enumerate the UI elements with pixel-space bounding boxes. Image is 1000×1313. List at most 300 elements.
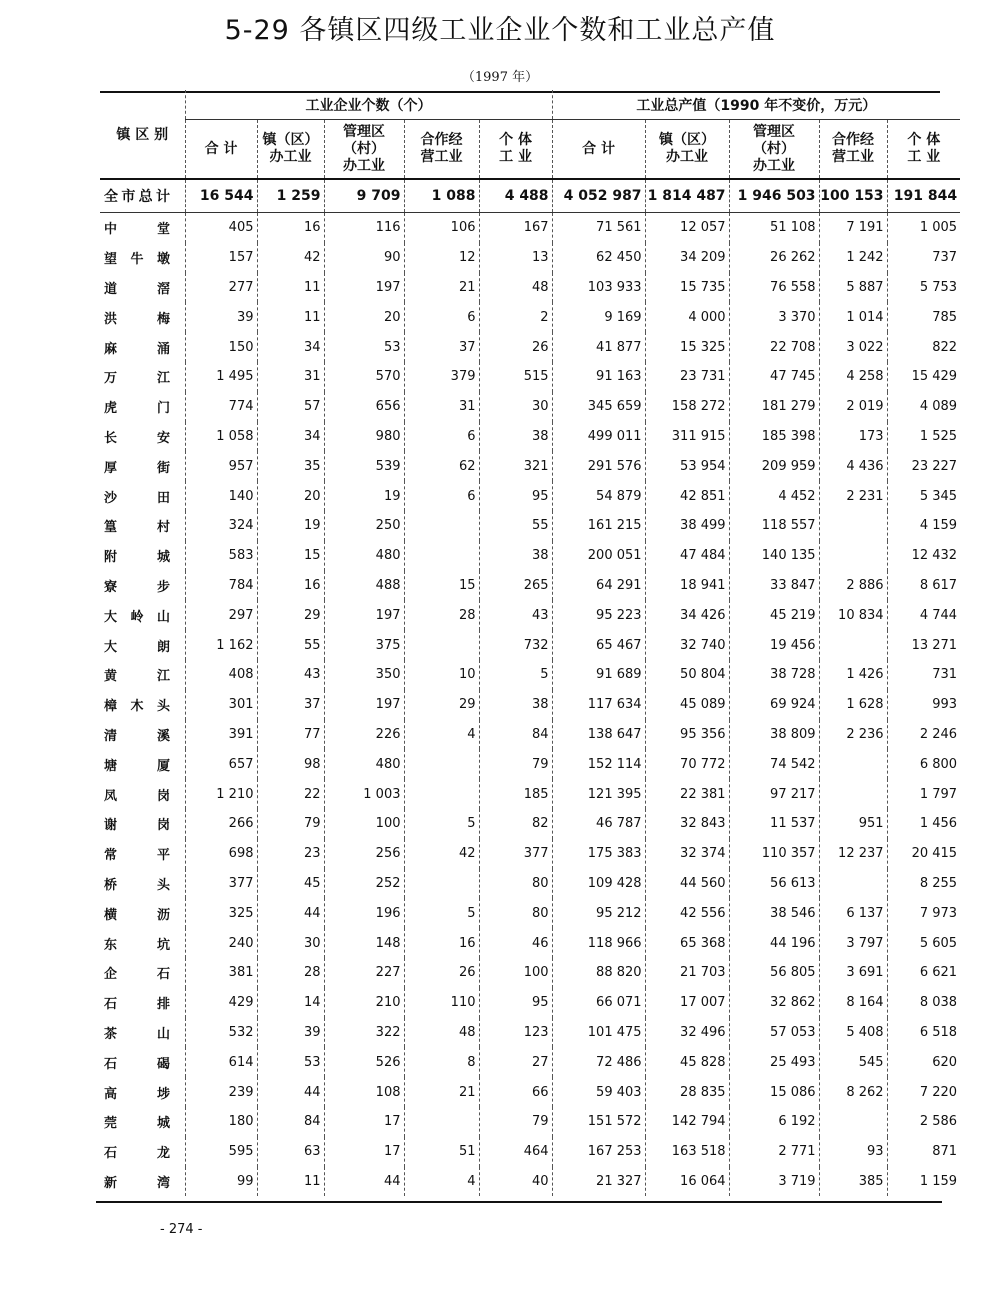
- value-cell: 167: [479, 213, 552, 243]
- value-cell: 240: [185, 928, 257, 958]
- table-row: [100, 1167, 960, 1197]
- value-cell: 210: [324, 988, 404, 1018]
- value-cell: 277: [185, 273, 257, 303]
- table-row: [100, 1047, 960, 1077]
- town-name-cell: [100, 898, 185, 928]
- value-cell: 301: [185, 690, 257, 720]
- value-cell: [404, 869, 479, 899]
- value-cell: 4 744: [919, 607, 958, 623]
- value-cell: 79: [479, 1107, 552, 1137]
- value-cell: 66: [479, 1077, 552, 1107]
- value-cell: 2 586: [919, 1114, 958, 1130]
- value-cell: 42: [404, 839, 479, 869]
- value-cell: 5: [479, 660, 552, 690]
- value-cell: 250: [324, 511, 404, 541]
- value-cell: 37: [404, 332, 479, 362]
- table-row: [100, 541, 960, 571]
- column-header-7: [645, 120, 729, 180]
- town-name: 篁村: [104, 520, 170, 536]
- value-cell: 40: [479, 1167, 552, 1197]
- value-cell: 583: [185, 541, 257, 571]
- town-name: 凤岗: [104, 788, 170, 804]
- value-cell: 44: [257, 1077, 324, 1107]
- column-header-line: 办工业: [343, 157, 385, 174]
- value-cell: 7 220: [919, 1084, 958, 1100]
- value-cell: 59 403: [552, 1077, 645, 1107]
- column-header-3: [324, 120, 404, 180]
- value-cell: 6 621: [919, 965, 958, 981]
- town-name: 大岭山: [104, 609, 170, 625]
- town-name-cell: [100, 720, 185, 750]
- town-name: 莞城: [104, 1116, 170, 1132]
- value-cell: 21: [404, 273, 479, 303]
- value-cell: 29: [257, 600, 324, 630]
- value-cell: 42 556: [645, 898, 729, 928]
- value-cell: 3 719: [729, 1167, 819, 1197]
- value-cell: 11 537: [729, 809, 819, 839]
- value-cell: [404, 749, 479, 779]
- value-cell: 8 255: [919, 875, 958, 891]
- value-cell: 56 613: [729, 869, 819, 899]
- value-cell: 4 436: [819, 451, 887, 481]
- value-cell: 71 561: [552, 213, 645, 243]
- town-name-cell: [100, 1047, 185, 1077]
- table-row: [100, 571, 960, 601]
- value-cell: 6: [404, 422, 479, 452]
- value-cell: 15 735: [645, 273, 729, 303]
- value-cell: 265: [479, 571, 552, 601]
- value-cell: 1 946 503: [729, 179, 819, 213]
- value-cell: 2 771: [729, 1137, 819, 1167]
- town-name-cell: [100, 779, 185, 809]
- value-cell: 82: [479, 809, 552, 839]
- table-row: [100, 839, 960, 869]
- value-cell: 7 973: [919, 905, 958, 921]
- table-row: [100, 302, 960, 332]
- value-cell: 226: [324, 720, 404, 750]
- town-name-cell: [100, 839, 185, 869]
- output-value-group-header: 工业总产值（1990 年不变价，万元）: [552, 90, 960, 120]
- value-cell: 15 325: [645, 332, 729, 362]
- value-cell: 15 429: [911, 369, 958, 385]
- value-cell: 161 215: [552, 511, 645, 541]
- value-cell: 227: [324, 958, 404, 988]
- value-cell: 175 383: [552, 839, 645, 869]
- value-cell: 951: [819, 809, 887, 839]
- value-cell: 158 272: [645, 392, 729, 422]
- town-name: 谢岗: [104, 818, 170, 834]
- value-cell: 101 475: [552, 1018, 645, 1048]
- town-name: 樟木头: [104, 699, 170, 715]
- value-cell: 44 560: [645, 869, 729, 899]
- table-row: [100, 243, 960, 273]
- value-cell: 239: [185, 1077, 257, 1107]
- value-cell: 10: [404, 660, 479, 690]
- column-header-line: 合作经: [832, 132, 875, 148]
- value-cell: 381: [185, 958, 257, 988]
- value-cell: 77: [257, 720, 324, 750]
- value-cell: 30: [479, 392, 552, 422]
- column-header-6: [552, 120, 645, 180]
- value-cell: 32 843: [645, 809, 729, 839]
- value-cell: 595: [185, 1137, 257, 1167]
- value-cell: 91 689: [552, 660, 645, 690]
- value-cell: 252: [324, 869, 404, 899]
- value-cell: 11: [257, 302, 324, 332]
- value-cell: 47 745: [729, 362, 819, 392]
- value-cell: 545: [819, 1047, 887, 1077]
- town-name: 石碣: [104, 1056, 170, 1072]
- value-cell: 38: [479, 690, 552, 720]
- town-name-cell: [100, 630, 185, 660]
- value-cell: 12 237: [819, 839, 887, 869]
- town-name-cell: [100, 600, 185, 630]
- value-cell: 13 271: [911, 637, 958, 653]
- value-cell: 46 787: [552, 809, 645, 839]
- town-name: 新湾: [104, 1175, 170, 1191]
- value-cell: 6 800: [919, 756, 958, 772]
- column-header-2: [257, 120, 324, 180]
- value-cell: 62 450: [552, 243, 645, 273]
- value-cell: 8 164: [819, 988, 887, 1018]
- town-name-cell: [100, 332, 185, 362]
- value-cell: 4 258: [819, 362, 887, 392]
- value-cell: 4 089: [919, 399, 958, 415]
- value-cell: 64 291: [552, 571, 645, 601]
- value-cell: 256: [324, 839, 404, 869]
- column-header-line: 合 计: [582, 140, 615, 157]
- value-cell: 197: [324, 273, 404, 303]
- town-name-cell: [100, 273, 185, 303]
- value-cell: 22 381: [645, 779, 729, 809]
- value-cell: 34: [257, 422, 324, 452]
- column-header-line: （村）: [343, 140, 385, 157]
- value-cell: 20: [324, 302, 404, 332]
- column-header-line: 管理区: [753, 123, 796, 140]
- value-cell: 150: [185, 332, 257, 362]
- value-cell: 1 628: [819, 690, 887, 720]
- value-cell: 110 357: [729, 839, 819, 869]
- town-name-cell: [100, 809, 185, 839]
- value-cell: 118 966: [552, 928, 645, 958]
- town-name: 寮步: [104, 579, 170, 595]
- value-cell: 70 772: [645, 749, 729, 779]
- table-row: [100, 1077, 960, 1107]
- town-name-cell: [100, 1107, 185, 1137]
- value-cell: 19: [257, 511, 324, 541]
- column-header-10: [887, 120, 960, 180]
- value-cell: 698: [185, 839, 257, 869]
- town-name: 横沥: [104, 907, 170, 923]
- value-cell: 11: [257, 1167, 324, 1197]
- value-cell: 957: [185, 451, 257, 481]
- value-cell: 38 728: [729, 660, 819, 690]
- value-cell: 167 253: [552, 1137, 645, 1167]
- value-cell: 2 886: [819, 571, 887, 601]
- value-cell: 41 877: [552, 332, 645, 362]
- town-name-cell: [100, 243, 185, 273]
- value-cell: 1 259: [257, 179, 324, 213]
- value-cell: 6 518: [919, 1024, 958, 1040]
- value-cell: 22 708: [729, 332, 819, 362]
- table-row: [100, 451, 960, 481]
- value-cell: 62: [404, 451, 479, 481]
- value-cell: 17: [324, 1137, 404, 1167]
- town-name-cell: [100, 1077, 185, 1107]
- value-cell: 151 572: [552, 1107, 645, 1137]
- value-cell: 3 691: [819, 958, 887, 988]
- value-cell: 95 223: [552, 600, 645, 630]
- value-cell: 110: [404, 988, 479, 1018]
- value-cell: 140 135: [729, 541, 819, 571]
- value-cell: 95 356: [645, 720, 729, 750]
- value-cell: 325: [185, 898, 257, 928]
- town-name: 常平: [104, 848, 170, 864]
- table-row: [100, 749, 960, 779]
- value-cell: 31: [404, 392, 479, 422]
- table-row: [100, 600, 960, 630]
- value-cell: 2 236: [819, 720, 887, 750]
- value-cell: 12 432: [911, 548, 958, 564]
- value-cell: 464: [479, 1137, 552, 1167]
- town-name-cell: [100, 749, 185, 779]
- value-cell: 22: [257, 779, 324, 809]
- value-cell: 21 327: [552, 1167, 645, 1197]
- value-cell: [819, 779, 887, 809]
- column-header-line: 镇（区）: [659, 132, 716, 148]
- value-cell: 2 019: [819, 392, 887, 422]
- value-cell: 57: [257, 392, 324, 422]
- value-cell: 311 915: [645, 422, 729, 452]
- value-cell: 42 851: [645, 481, 729, 511]
- town-name-cell: [100, 958, 185, 988]
- value-cell: 731: [932, 667, 958, 683]
- town-name-cell: [100, 660, 185, 690]
- value-cell: 38: [479, 541, 552, 571]
- value-cell: 28: [257, 958, 324, 988]
- value-cell: 539: [324, 451, 404, 481]
- value-cell: 785: [932, 309, 958, 325]
- value-cell: 322: [324, 1018, 404, 1048]
- town-name-cell: [100, 179, 185, 213]
- column-header-9: [819, 120, 887, 180]
- value-cell: 55: [479, 511, 552, 541]
- value-cell: 6: [404, 481, 479, 511]
- value-cell: 379: [404, 362, 479, 392]
- town-name: 厚街: [104, 460, 170, 476]
- value-cell: 34 209: [645, 243, 729, 273]
- town-name: 全市总计: [104, 189, 170, 205]
- value-cell: 54 879: [552, 481, 645, 511]
- value-cell: 53 954: [645, 451, 729, 481]
- value-cell: 408: [185, 660, 257, 690]
- value-cell: 88 820: [552, 958, 645, 988]
- column-header-line: 工 业: [907, 149, 941, 165]
- value-cell: 1 210: [185, 779, 257, 809]
- table-row: [100, 332, 960, 362]
- value-cell: 18 941: [645, 571, 729, 601]
- column-header-5: [479, 120, 552, 180]
- value-cell: 532: [185, 1018, 257, 1048]
- value-cell: 6 192: [729, 1107, 819, 1137]
- value-cell: 20: [257, 481, 324, 511]
- value-cell: 84: [257, 1107, 324, 1137]
- value-cell: 51: [404, 1137, 479, 1167]
- value-cell: 44: [257, 898, 324, 928]
- value-cell: 191 844: [887, 179, 960, 213]
- value-cell: 377: [479, 839, 552, 869]
- value-cell: 50 804: [645, 660, 729, 690]
- statistics-table: [100, 90, 960, 1196]
- value-cell: 69 924: [729, 690, 819, 720]
- value-cell: 614: [185, 1047, 257, 1077]
- value-cell: 7 191: [819, 213, 887, 243]
- value-cell: 39: [185, 302, 257, 332]
- value-cell: 4 452: [729, 481, 819, 511]
- town-name-cell: [100, 690, 185, 720]
- value-cell: 499 011: [552, 422, 645, 452]
- value-cell: 1 159: [919, 1173, 958, 1189]
- value-cell: 732: [479, 630, 552, 660]
- value-cell: 34: [257, 332, 324, 362]
- town-name: 中堂: [104, 222, 170, 238]
- value-cell: 8 038: [919, 995, 958, 1011]
- value-cell: 108: [324, 1077, 404, 1107]
- value-cell: 5 753: [919, 279, 958, 295]
- town-name-cell: [100, 392, 185, 422]
- value-cell: 74 542: [729, 749, 819, 779]
- value-cell: 1 456: [919, 816, 958, 832]
- value-cell: 993: [932, 697, 958, 713]
- table-row: [100, 422, 960, 452]
- value-cell: 27: [479, 1047, 552, 1077]
- value-cell: 737: [932, 250, 958, 266]
- value-cell: 39: [257, 1018, 324, 1048]
- value-cell: 90: [324, 243, 404, 273]
- town-name: 石排: [104, 997, 170, 1013]
- value-cell: [404, 779, 479, 809]
- value-cell: 100: [324, 809, 404, 839]
- table-row: [100, 392, 960, 422]
- value-cell: [404, 541, 479, 571]
- town-column-header: 镇 区 别: [100, 90, 185, 179]
- value-cell: 13: [479, 243, 552, 273]
- value-cell: 98: [257, 749, 324, 779]
- value-cell: 26: [479, 332, 552, 362]
- value-cell: 23: [257, 839, 324, 869]
- value-cell: 99: [185, 1167, 257, 1197]
- value-cell: [819, 869, 887, 899]
- value-cell: 28 835: [645, 1077, 729, 1107]
- value-cell: 38 546: [729, 898, 819, 928]
- value-cell: 17 007: [645, 988, 729, 1018]
- value-cell: 185 398: [729, 422, 819, 452]
- value-cell: 79: [257, 809, 324, 839]
- value-cell: 163 518: [645, 1137, 729, 1167]
- value-cell: 15 086: [729, 1077, 819, 1107]
- table-row: [100, 809, 960, 839]
- town-name: 洪梅: [104, 311, 170, 327]
- value-cell: 6: [404, 302, 479, 332]
- value-cell: 53: [257, 1047, 324, 1077]
- value-cell: 51 108: [729, 213, 819, 243]
- value-cell: 63: [257, 1137, 324, 1167]
- value-cell: 31: [257, 362, 324, 392]
- value-cell: 266: [185, 809, 257, 839]
- value-cell: 6 137: [819, 898, 887, 928]
- year-note: （1997 年）: [461, 70, 539, 85]
- value-cell: 33 847: [729, 571, 819, 601]
- table-row: [100, 511, 960, 541]
- table-row: [100, 690, 960, 720]
- value-cell: 26: [404, 958, 479, 988]
- town-name-cell: [100, 481, 185, 511]
- value-cell: 103 933: [552, 273, 645, 303]
- value-cell: 2 246: [919, 726, 958, 742]
- town-name: 万江: [104, 371, 170, 387]
- value-cell: 515: [479, 362, 552, 392]
- value-cell: 32 862: [729, 988, 819, 1018]
- value-cell: 391: [185, 720, 257, 750]
- value-cell: 23 227: [911, 458, 958, 474]
- value-cell: 4 159: [919, 518, 958, 534]
- value-cell: 5 605: [919, 935, 958, 951]
- table-row: [100, 988, 960, 1018]
- value-cell: [819, 541, 887, 571]
- town-name: 望牛墩: [104, 252, 170, 268]
- value-cell: 16 064: [645, 1167, 729, 1197]
- table-row: [100, 958, 960, 988]
- value-cell: 66 071: [552, 988, 645, 1018]
- value-cell: 123: [479, 1018, 552, 1048]
- value-cell: 56 805: [729, 958, 819, 988]
- header-group-row: [100, 90, 960, 120]
- value-cell: 80: [479, 898, 552, 928]
- table-row: [100, 273, 960, 303]
- value-cell: 37: [257, 690, 324, 720]
- value-cell: 76 558: [729, 273, 819, 303]
- value-cell: 1 797: [919, 786, 958, 802]
- value-cell: 93: [819, 1137, 887, 1167]
- value-cell: 16: [257, 213, 324, 243]
- value-cell: 5 408: [819, 1018, 887, 1048]
- value-cell: 4: [404, 720, 479, 750]
- value-cell: 25 493: [729, 1047, 819, 1077]
- value-cell: 32 740: [645, 630, 729, 660]
- value-cell: 5 345: [919, 488, 958, 504]
- value-cell: 72 486: [552, 1047, 645, 1077]
- value-cell: 118 557: [729, 511, 819, 541]
- value-cell: 55: [257, 630, 324, 660]
- value-cell: 4: [404, 1167, 479, 1197]
- town-name: 石龙: [104, 1146, 170, 1162]
- value-cell: [819, 630, 887, 660]
- value-cell: 80: [479, 869, 552, 899]
- value-cell: 79: [479, 749, 552, 779]
- town-name: 企石: [104, 967, 170, 983]
- value-cell: 185: [479, 779, 552, 809]
- value-cell: 157: [185, 243, 257, 273]
- town-name: 附城: [104, 550, 170, 566]
- town-name: 桥头: [104, 877, 170, 893]
- value-cell: 152 114: [552, 749, 645, 779]
- value-cell: 9 169: [552, 302, 645, 332]
- value-cell: 656: [324, 392, 404, 422]
- table-row: [100, 1107, 960, 1137]
- town-name-cell: [100, 541, 185, 571]
- value-cell: [819, 1107, 887, 1137]
- value-cell: 657: [185, 749, 257, 779]
